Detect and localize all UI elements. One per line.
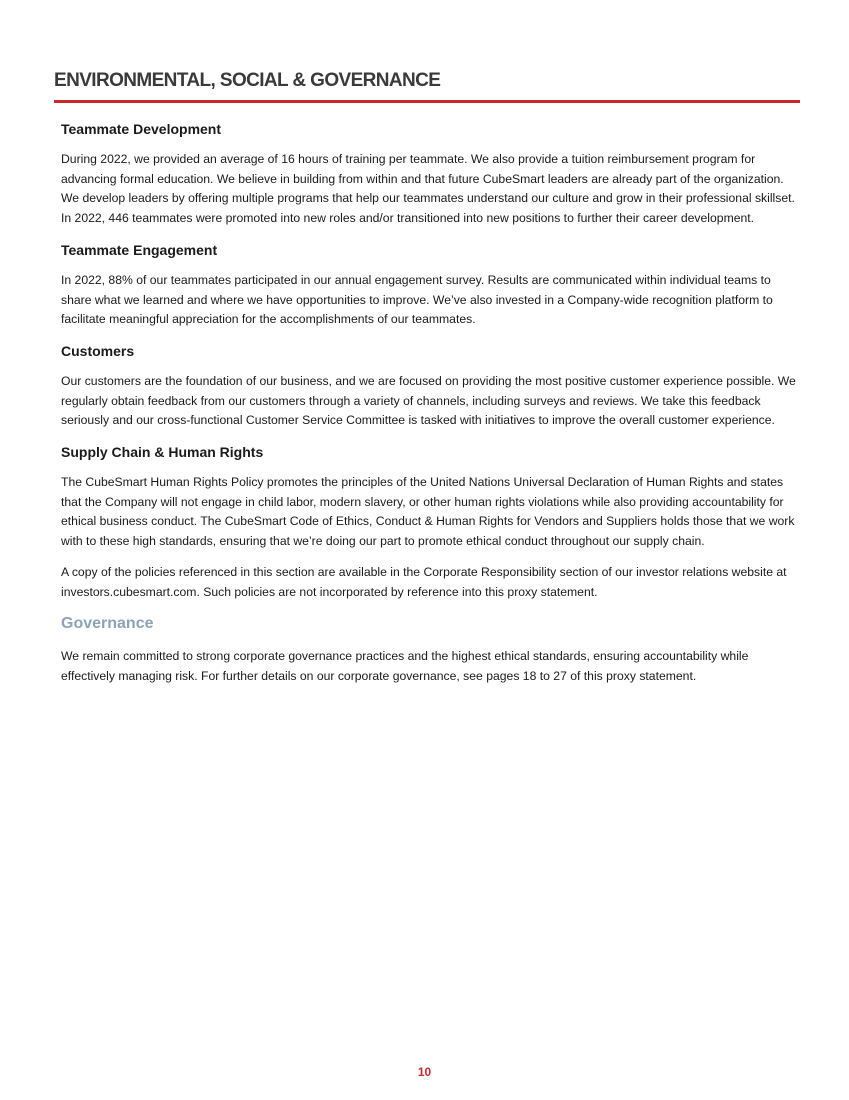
governance-heading: Governance [61, 615, 154, 633]
policies-paragraph: A copy of the policies referenced in this section are available in the Corporate Responsibility section of our investor relations website at investors.cubesmart.com. Such policies are not incorporated by reference into this proxy statement. [61, 564, 787, 599]
customers-paragraph: Our customers are the foundation of our business, and we are focused on providing the most positive customer experience possible. We regularly obtain feedback from our customers through a variety of channels, including surveys and reviews. We take this feedback seriously and our cross-functional Customer Service Committee is tasked with initiatives to improve the overall customer experience. [61, 373, 796, 428]
customers-heading: Customers [61, 342, 135, 359]
page-number: 10 [417, 1065, 432, 1079]
page-title: ENVIRONMENTAL, SOCIAL & GOVERNANCE [54, 70, 441, 91]
customers-section [61, 341, 796, 431]
teammate-engagement-heading: Teammate Engagement [61, 241, 218, 258]
document-body [61, 119, 796, 698]
supply-chain-section [61, 442, 796, 602]
teammate-development-section [61, 119, 796, 229]
governance-section [61, 613, 796, 686]
page-header [54, 68, 800, 103]
supply-chain-heading: Supply Chain & Human Rights [61, 444, 264, 461]
teammate-engagement-section [61, 240, 796, 330]
supply-chain-paragraph: The CubeSmart Human Rights Policy promotes the principles of the United Nations Universal Declaration of Human Rights and states that the Company will not engage in child labor, modern slavery, or other human rights violations while also providing accountability for ethical business conduct. The CubeSmart Code of Ethics, Conduct & Human Rights for Vendors and Suppliers holds those that we work with to these high standards, ensuring that we’re doing our part to promote ethical conduct throughout our supply chain. [61, 475, 795, 549]
teammate-development-paragraph: During 2022, we provided an average of 16 hours of training per teammate. We also provide a tuition reimbursement program for advancing formal education. We believe in building from within and that future CubeSmart leaders are already part of the organization. We develop leaders by offering multiple programs that help our teammates understand our culture and grow in their professional skillset. In 2022, 446 teammates were promoted into new roles and/or transitioned into new positions to further their career development. [61, 152, 795, 226]
header-divider [54, 100, 800, 103]
teammate-development-heading: Teammate Development [61, 121, 222, 137]
teammate-engagement-paragraph: In 2022, 88% of our teammates participated in our annual engagement survey. Results are communicated within individual teams to share what we learned and where we have opportunities to improve. We’ve also invested in a Company-wide recognition platform to facilitate meaningful appreciation for the accomplishments of our teammates. [61, 272, 773, 327]
governance-paragraph: We remain committed to strong corporate governance practices and the highest ethical standards, ensuring accountability while effectively managing risk. For further details on our corporate governance, see pages 18 to 27 of this proxy statement. [61, 649, 749, 683]
